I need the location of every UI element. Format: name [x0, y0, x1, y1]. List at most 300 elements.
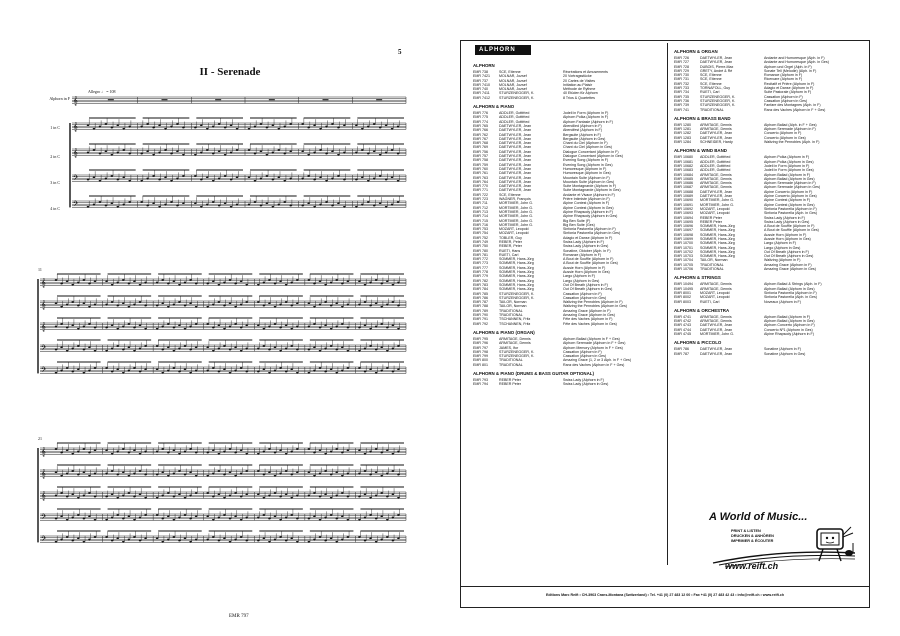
composer-name: DAETWYLER, Jean [499, 145, 532, 150]
composer-name: SOMMER, Hans-Jürg [499, 287, 534, 292]
composer-name: DAETWYLER, Jean [499, 141, 532, 146]
note-head [212, 350, 215, 352]
composer-name: SOMMER, Hans-Jürg [499, 270, 534, 275]
note-head [144, 305, 147, 307]
note-head [99, 201, 102, 203]
work-title: Swiss Lady (Alphorn in Ges) [563, 382, 609, 387]
note-head [200, 152, 203, 154]
composer-name: MOZART, Leopold [499, 227, 529, 232]
note-head [279, 367, 282, 369]
note-head [386, 473, 389, 475]
note-head [279, 449, 282, 451]
note-head [341, 492, 344, 494]
note-head [116, 328, 119, 330]
note-head [397, 153, 400, 155]
catalog-entry [674, 140, 864, 144]
composer-name: RUETI, Hans [499, 248, 521, 253]
note-head [206, 306, 209, 308]
note-head [335, 448, 338, 450]
note-head [283, 180, 286, 182]
composer-name: STURZENEGGER, K. [700, 103, 736, 108]
note-head [139, 517, 142, 519]
work-title: Out Of Breath (Alphorn in Ges) [764, 254, 814, 259]
catalog-number: EMR 10696 [674, 224, 693, 229]
work-title: Humoresque (Alphorn in Ges) [563, 171, 611, 176]
work-title: Suite Montagnarde (Alphorn in Ges) [563, 188, 621, 193]
note-head [290, 328, 293, 330]
composer-name: SOMMER, Hans-Jürg [700, 241, 735, 246]
note-head [111, 540, 114, 542]
note-head [93, 204, 96, 206]
note-head [257, 540, 260, 542]
logo-subtitle-line: IMPRIMER & ÉCOUTER [731, 539, 774, 543]
work-title: Sonatine (Alphorn in Ges) [764, 351, 806, 356]
composer-name: DAETWYLER, Jean [700, 189, 733, 194]
note-head [347, 519, 350, 521]
note-head [240, 280, 243, 282]
note-head [301, 150, 304, 152]
catalog-number: EMR 730 [674, 73, 689, 78]
note-head [212, 367, 215, 369]
note-head [240, 519, 243, 521]
logo-title: A World of Music... [709, 511, 808, 523]
note-head [279, 473, 282, 475]
note-head [277, 128, 280, 130]
catalog-number: EMR 729 [674, 68, 689, 73]
note-head [313, 346, 316, 348]
note-head [263, 282, 266, 284]
note-head [325, 126, 328, 128]
note-head [289, 150, 292, 152]
note-head [279, 304, 282, 306]
column-divider [667, 43, 668, 565]
note-head [257, 371, 260, 373]
rest-mark [376, 99, 382, 100]
note-head [122, 495, 125, 497]
note-head [77, 514, 80, 516]
note-head [319, 536, 322, 538]
note-head [285, 470, 288, 472]
catalog-number: EMR 760 [473, 166, 488, 171]
note-head [105, 205, 108, 207]
work-title: Alphorn Polka (Alphorn in F) [764, 155, 810, 160]
note-head [195, 452, 198, 454]
note-head [274, 452, 277, 454]
work-title: Largo (Alphorn in Ges) [563, 278, 600, 283]
note-head [122, 518, 125, 520]
note-head [88, 492, 91, 494]
clef-icon: 𝄢 [73, 200, 79, 209]
note-head [71, 493, 74, 495]
note-head [386, 304, 389, 306]
catalog-number: EMR 794 [473, 382, 488, 387]
note-head [260, 205, 263, 207]
note-head [364, 453, 367, 455]
note-head [111, 493, 114, 495]
rest-mark [215, 99, 221, 100]
catalog-number: EMR 728 [674, 64, 689, 69]
note-head [274, 539, 277, 541]
note-head [263, 537, 266, 539]
note-head [296, 302, 299, 304]
note-head [373, 150, 376, 152]
work-title: Sonatine (Alphorn in F) [764, 347, 801, 352]
note-head [386, 449, 389, 451]
composer-name: TAILOR, Norman [700, 258, 728, 263]
catalog-number: EMR 10687 [674, 185, 693, 190]
note-head [173, 519, 176, 521]
catalog-section-heading: ALPHORN & WIND BAND [674, 148, 727, 154]
note-head [156, 514, 159, 516]
composer-name: SOMMER, Hans-Jürg [700, 254, 735, 259]
note-head [66, 304, 69, 306]
note-head [170, 201, 173, 203]
work-title: Alphorn Serenade (Alphorn in F) [764, 181, 816, 186]
note-head [279, 519, 282, 521]
note-head [167, 346, 170, 348]
note-head [268, 372, 271, 374]
work-title: 20 Cartes de Visites [563, 78, 596, 83]
catalog-number: EMR 7421 [473, 74, 490, 79]
note-head [313, 283, 316, 285]
note-head [195, 323, 198, 325]
work-title: Cassation (Alphorn in F) [764, 94, 803, 99]
instrument-label: 2 in C [50, 154, 60, 159]
note-head [379, 202, 382, 204]
work-title: Alpine Concerto (Alphorn in F) [764, 189, 813, 194]
composer-name: SOMMER, Hans-Jürg [700, 232, 735, 237]
note-head [94, 367, 97, 369]
note-head [375, 326, 378, 328]
catalog-number: EMR 764 [473, 179, 488, 184]
note-head [330, 514, 333, 516]
note-head [128, 475, 131, 477]
catalog-number: EMR 10692 [674, 206, 693, 211]
work-title: Swiss Lady (Alphorn in Ges) [764, 219, 810, 224]
note-head [156, 368, 159, 370]
note-head [234, 306, 237, 308]
note-head [369, 514, 372, 516]
note-head [290, 451, 293, 453]
catalog-number: EMR 787 [473, 300, 488, 305]
note-head [184, 497, 187, 499]
note-head [254, 153, 257, 155]
note-head [146, 123, 149, 125]
note-head [274, 475, 277, 477]
catalog-number: EMR 792 [473, 321, 488, 326]
note-head [218, 178, 221, 180]
note-head [319, 176, 322, 178]
work-title: Concerto (Alphorn in Ges) [764, 135, 806, 140]
work-title: Alphorn Ballad (Alphorn in Ges) [764, 176, 815, 181]
note-head [218, 348, 221, 350]
work-title: Out Of Breath (Alphorn in F) [764, 249, 809, 254]
note-head [83, 302, 86, 304]
note-head [386, 327, 389, 329]
note-head [343, 124, 346, 126]
work-title: Romance (Alphorn in F) [764, 73, 803, 78]
instrument-label: 1 in C [50, 125, 60, 130]
note-head [289, 123, 292, 125]
note-head [277, 176, 280, 178]
measure-number: 11 [38, 267, 42, 272]
work-title: Concerto Nº1 (Alphorn in Ges) [764, 327, 813, 332]
note-head [335, 349, 338, 351]
work-title: Andante and Humoresque (Alph. in Ges) [764, 60, 829, 65]
note-head [161, 326, 164, 328]
note-head [397, 180, 400, 182]
catalog-number: EMR 723 [473, 197, 488, 202]
note-head [128, 180, 131, 182]
composer-name: SOMMER, Hans-Jürg [499, 265, 534, 270]
note-head [133, 473, 136, 475]
clef-icon: 𝄞 [41, 300, 46, 309]
work-title: Sinfonia Pastorella (Alphorn in F) [563, 227, 616, 232]
composer-name: MOZART, Leopold [700, 295, 730, 300]
note-head [245, 348, 248, 350]
note-head [240, 536, 243, 538]
note-head [156, 497, 159, 499]
note-head [324, 371, 327, 373]
work-title: Concerto (Alphorn in F) [764, 131, 802, 136]
note-head [367, 153, 370, 155]
note-head [218, 284, 221, 286]
note-head [379, 154, 382, 156]
note-head [375, 471, 378, 473]
note-head [111, 371, 114, 373]
note-head [224, 175, 227, 177]
composer-name: TAILOR, Norman [499, 304, 527, 309]
note-head [234, 515, 237, 517]
note-head [375, 448, 378, 450]
note-head [289, 178, 292, 180]
note-head [224, 202, 227, 204]
note-head [178, 540, 181, 542]
note-head [313, 539, 316, 541]
website-url[interactable]: www.reift.ch [725, 561, 779, 571]
note-head [116, 345, 119, 347]
catalog-number: EMR 4743 [674, 323, 691, 328]
note-head [331, 123, 334, 125]
note-head [229, 302, 232, 304]
note-head [71, 517, 74, 519]
composer-name: ARMITAGE, Dennis [700, 122, 732, 127]
note-head [319, 449, 322, 451]
note-head [343, 179, 346, 181]
composer-name: SOMMER, Hans-Jürg [700, 236, 735, 241]
note-head [93, 149, 96, 151]
note-head [167, 370, 170, 372]
note-head [236, 204, 239, 206]
composer-name: REBER Peter [499, 378, 521, 382]
note-head [55, 326, 58, 328]
note-head [268, 448, 271, 450]
note-head [195, 346, 198, 348]
note-head [272, 206, 275, 208]
note-head [263, 514, 266, 516]
composer-name: SCE, Etienne [499, 70, 521, 74]
note-head [319, 350, 322, 352]
catalog-number: EMR 801 [473, 362, 488, 367]
note-head [296, 349, 299, 351]
note-head [133, 280, 136, 282]
note-head [234, 452, 237, 454]
catalog-section-heading: ALPHORN & PIANO (ORGAN) [473, 329, 535, 335]
composer-name: SOMMER, Hans-Jürg [700, 224, 735, 229]
catalog-column-left [473, 59, 663, 387]
note-head [116, 124, 119, 126]
note-head [139, 284, 142, 286]
note-head [335, 302, 338, 304]
note-head [296, 518, 299, 520]
note-head [158, 206, 161, 208]
catalog-number: EMR 715 [473, 218, 488, 223]
catalog-number: EMR 797 [473, 345, 488, 350]
work-title: Fête des Vaches (Alphorn in Ges) [563, 321, 617, 326]
work-title: Waltzing the Penrobles (Alphorn in F) [563, 300, 623, 305]
note-head [152, 202, 155, 204]
catalog-number: EMR 754 [473, 231, 488, 236]
catalog-entry [473, 363, 663, 367]
note-head [380, 346, 383, 348]
catalog-number: EMR 736 [674, 98, 689, 103]
work-title: A Bout de Souffle (Alphorn in F) [764, 224, 815, 229]
note-head [268, 349, 271, 351]
work-title: Abendlied (Alphorn in F) [563, 123, 602, 128]
note-head [128, 346, 131, 348]
note-head [218, 470, 221, 472]
catalog-number: EMR 711 [473, 201, 488, 206]
composer-name: STURZENEGGER, K. [700, 98, 736, 103]
note-head [308, 495, 311, 497]
note-head [144, 451, 147, 453]
catalog-number: EMR 758 [473, 158, 488, 163]
note-head [341, 346, 344, 348]
note-head [230, 124, 233, 126]
catalog-page [460, 40, 870, 608]
composer-name: JAMES, Ifor [499, 345, 519, 350]
note-head [122, 372, 125, 374]
note-head [283, 153, 286, 155]
note-head [122, 149, 125, 151]
note-head [385, 206, 388, 208]
note-head [285, 493, 288, 495]
note-head [379, 127, 382, 129]
note-head [369, 537, 372, 539]
work-title: Dialogue Concertant (Alphorn in Ges) [563, 154, 623, 159]
note-head [223, 537, 226, 539]
clef-icon: 𝄞 [41, 278, 46, 287]
catalog-number: EMR 10681 [674, 159, 693, 164]
note-head [254, 126, 257, 128]
catalog-number: EMR 795 [473, 336, 488, 341]
note-head [83, 372, 86, 374]
note-head [173, 536, 176, 538]
note-head [285, 324, 288, 326]
note-head [257, 284, 260, 286]
note-head [343, 206, 346, 208]
work-title: Waltzing the Penrobles (Alphorn in Ges) [563, 304, 627, 309]
note-head [385, 152, 388, 154]
work-title: Alpine Contest (Alphorn in F) [764, 198, 811, 203]
note-head [212, 473, 215, 475]
note-head [111, 301, 114, 303]
note-head [385, 124, 388, 126]
note-head [77, 368, 80, 370]
note-head [55, 541, 58, 543]
note-head [189, 495, 192, 497]
note-head [184, 345, 187, 347]
work-title: Largo (Alphorn in F) [764, 241, 796, 246]
note-head [60, 539, 63, 541]
clef-icon: 𝄞 [41, 447, 46, 456]
note-head [364, 540, 367, 542]
note-head [229, 495, 232, 497]
note-head [347, 350, 350, 352]
note-head [380, 452, 383, 454]
note-head [170, 180, 173, 182]
note-head [313, 492, 316, 494]
note-head [122, 448, 125, 450]
logo-subtitle-line: DRUCKEN & ANHÖREN [731, 534, 774, 538]
note-head [178, 284, 181, 286]
note-head [301, 205, 304, 207]
note-head [122, 302, 125, 304]
note-head [245, 470, 248, 472]
note-head [189, 279, 192, 281]
catalog-number: EMR 10693 [674, 211, 693, 216]
composer-name: SCE, Etienne [700, 77, 722, 82]
note-head [206, 452, 209, 454]
note-head [313, 452, 316, 454]
note-head [128, 492, 131, 494]
work-title: Alphorn Serenade (Alphorn in Ges) [764, 185, 821, 190]
note-head [313, 515, 316, 517]
note-head [341, 283, 344, 285]
note-head [263, 345, 266, 347]
composer-name: RUETI, Carl [700, 299, 720, 304]
note-head [268, 302, 271, 304]
catalog-number: EMR 10698 [674, 232, 693, 237]
note-head [229, 326, 232, 328]
catalog-number: EMR 737 [473, 78, 488, 83]
note-head [266, 127, 269, 129]
catalog-number: EMR 786 [674, 347, 689, 352]
composer-name: ADDLER, Gottfried [700, 163, 731, 168]
work-title: Alphorn Fantasie (Alphorn in F) [563, 119, 613, 124]
note-head [212, 496, 215, 498]
note-head [325, 201, 328, 203]
catalog-number: EMR 772 [473, 257, 488, 262]
note-head [144, 328, 147, 330]
catalog-section-heading: ALPHORN & ORGAN [674, 49, 718, 54]
catalog-number: EMR 4744 [674, 327, 691, 332]
note-head [364, 324, 367, 326]
work-title: Alpine Rhapsody (Alphorn in Ges) [563, 214, 618, 219]
note-head [83, 518, 86, 520]
note-head [234, 492, 237, 494]
note-head [105, 123, 108, 125]
catalog-number: EMR 1280 [674, 122, 691, 127]
composer-name: MORTIMER, John G. [700, 202, 735, 207]
work-title: 8 Trios & Quartettes [563, 95, 595, 100]
composer-name: TRADITIONAL [499, 358, 523, 363]
note-head [245, 517, 248, 519]
work-title: Alphorn Ballad (Alph. in F + Ges) [764, 122, 817, 127]
note-head [324, 324, 327, 326]
catalog-number: EMR 757 [473, 154, 488, 159]
note-head [195, 475, 198, 477]
